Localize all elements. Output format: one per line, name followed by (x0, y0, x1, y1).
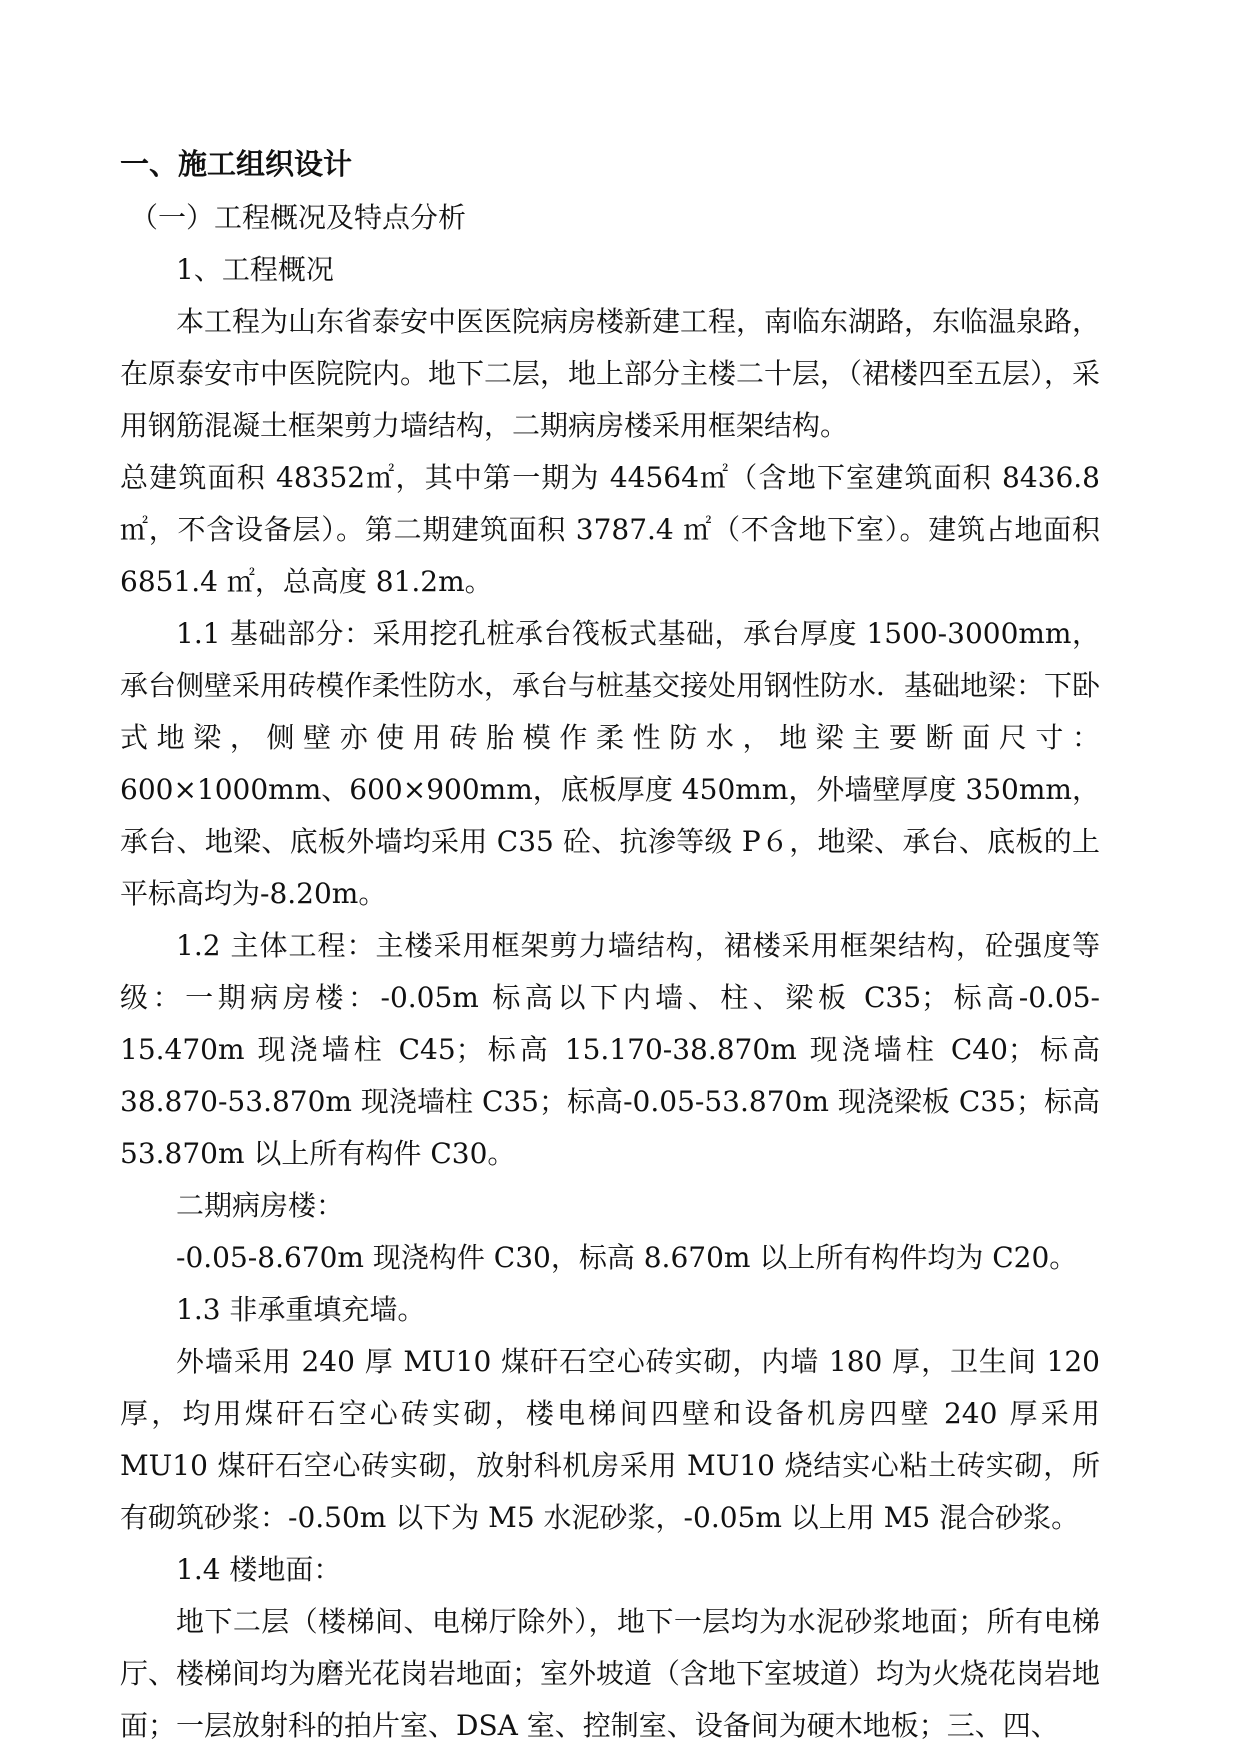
subsection-heading-overview: 1、工程概况 (176, 253, 334, 286)
paragraph-floor: 地下二层（楼梯间、电梯厅除外），地下一层均为水泥砂浆地面；所有电梯厅、楼梯间均为磨光花岗岩地面；室外坡道（含地下室坡道）均为火烧花岗岩地面；一层放射科的拍片室、DSA 室、控制室、设备间为硬木地板；三、四、 (120, 1605, 1101, 1742)
paragraph-infill-wall: 外墙采用 240 厚 MU10 煤矸石空心砖实砌，内墙 180 厚，卫生间 120 厚，均用煤矸石空心砖实砌，楼电梯间四壁和设备机房四壁 240 厚采用 MU10 煤矸石空心砖实砌，放射科机房采用 MU10 烧结实心粘土砖实砌，所有砌筑砂浆：-0.50m 以下为 M5 水泥砂浆，-0.05m 以上用 M5 混合砂浆。 (120, 1345, 1100, 1534)
paragraph-project-location: 本工程为山东省泰安中医医院病房楼新建工程，南临东湖路，东临温泉路，在原泰安市中医院院内。地下二层，地上部分主楼二十层，（裙楼四至五层），采用钢筋混凝土框架剪力墙结构，二期病房楼采用框架结构。 (120, 305, 1101, 442)
paragraph-building-area: 总建筑面积 48352㎡，其中第一期为 44564㎡（含地下室建筑面积 8436.8㎡，不含设备层）。第二期建筑面积 3787.4 ㎡（不含地下室）。建筑占地面积 6851.4 ㎡，总高度 81.2m。 (120, 461, 1100, 598)
paragraph-main-structure: 1.2 主体工程：主楼采用框架剪力墙结构，裙楼采用框架结构，砼强度等级：一期病房楼：-0.05m 标高以下内墙、柱、梁板 C35；标高-0.05-15.470m 现浇墙柱 C45；标高 15.170-38.870m 现浇墙柱 C40；标高 38.870-53.870m 现浇墙柱 C35；标高-0.05-53.870m 现浇梁板 C35；标高 53.870m 以上所有构件 C30。 (120, 929, 1100, 1170)
chapter-title: 一、施工组织设计 (120, 147, 353, 181)
section-heading: （一）工程概况及特点分析 (130, 201, 467, 234)
paragraph-phase-two-concrete: -0.05-8.670m 现浇构件 C30，标高 8.670m 以上所有构件均为 C20。 (176, 1241, 1078, 1274)
paragraph-floor-heading: 1.4 楼地面： (176, 1553, 342, 1586)
document-page (120, 140, 1100, 1752)
paragraph-infill-wall-heading: 1.3 非承重填充墙。 (176, 1293, 426, 1326)
paragraph-foundation: 1.1 基础部分：采用挖孔桩承台筏板式基础，承台厚度 1500-3000mm，承台侧壁采用砖模作柔性防水，承台与桩基交接处用钢性防水．基础地梁：下卧式地梁，侧壁亦使用砖胎模作柔性防水，地梁主要断面尺寸：600×1000mm、600×900mm，底板厚度 450mm，外墙壁厚度 350mm，承台、地梁、底板外墙均采用 C35 砼、抗渗等级 P６，地梁、承台、底板的上平标高均为-8.20m。 (120, 617, 1101, 910)
paragraph-phase-two-heading: 二期病房楼： (176, 1189, 345, 1222)
